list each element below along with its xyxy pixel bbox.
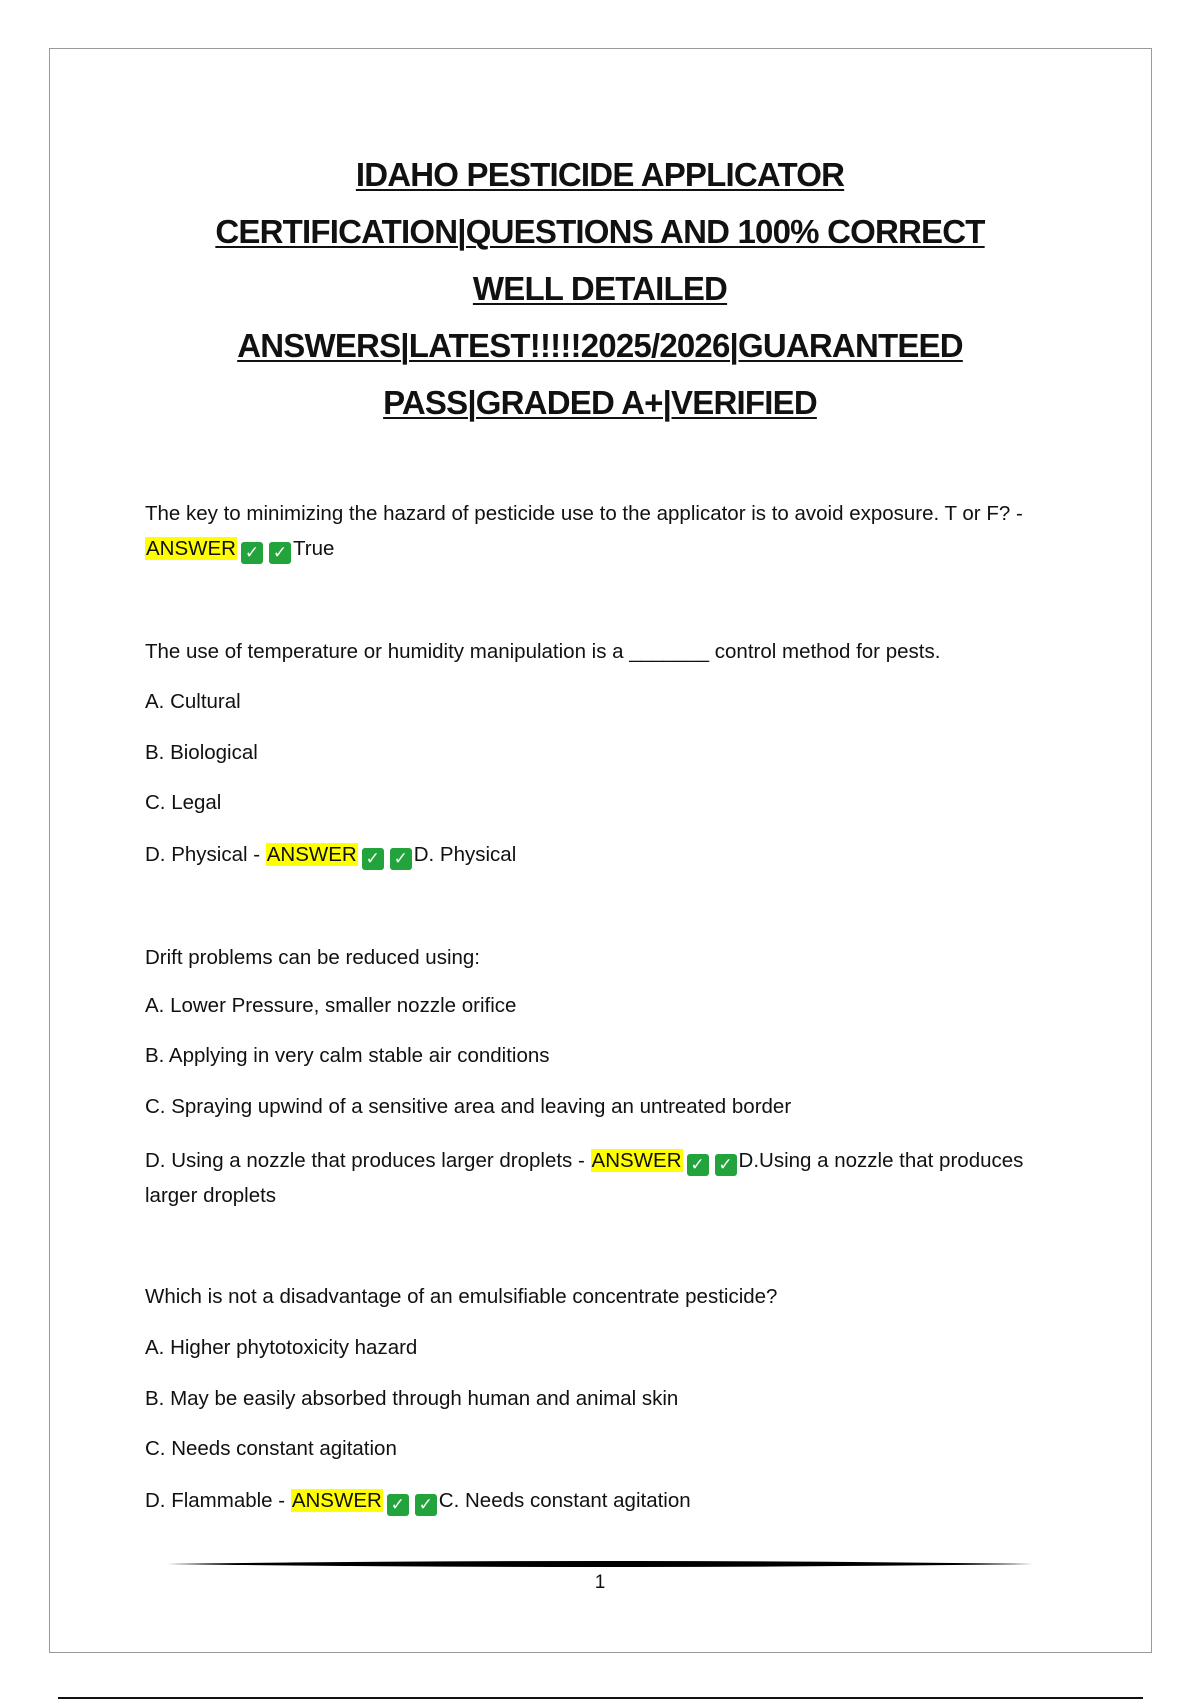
option-with-answer bbox=[145, 1483, 1065, 1518]
option-text: D. Physical - bbox=[145, 843, 266, 866]
bottom-divider bbox=[58, 1697, 1143, 1699]
question-3: Drift problems can be reduced using: bbox=[145, 946, 481, 969]
option-with-answer bbox=[145, 1143, 1065, 1213]
checkmark-icon: ✓ bbox=[387, 1494, 409, 1516]
answer-highlight: ANSWER bbox=[291, 1489, 382, 1512]
checkmark-icon: ✓ bbox=[390, 848, 412, 870]
answer-text: C. Needs constant agitation bbox=[438, 1489, 691, 1512]
option-text: D. Using a nozzle that produces larger droplets - bbox=[145, 1149, 591, 1172]
checkmark-icon: ✓ bbox=[687, 1154, 709, 1176]
answer-highlight: ANSWER bbox=[591, 1149, 682, 1172]
option: C. Needs constant agitation bbox=[145, 1437, 397, 1460]
answer-text: D. Physical bbox=[413, 843, 517, 866]
option: A. Cultural bbox=[145, 690, 241, 713]
option: A. Lower Pressure, smaller nozzle orifice bbox=[145, 994, 517, 1017]
answer-highlight: ANSWER bbox=[266, 843, 357, 866]
question-1 bbox=[145, 496, 1065, 566]
question-text: The key to minimizing the hazard of pesticide use to the applicator is to avoid exposure. T or F? - bbox=[145, 502, 1023, 525]
title-line: ANSWERS|LATEST!!!!!2025/2026|GUARANTEED bbox=[237, 327, 963, 364]
checkmark-icon: ✓ bbox=[269, 542, 291, 564]
answer-text: D.Using a nozzle that produces larger droplets bbox=[145, 1149, 1024, 1207]
title-line: PASS|GRADED A+|VERIFIED bbox=[383, 384, 817, 421]
title-line: IDAHO PESTICIDE APPLICATOR bbox=[355, 156, 845, 193]
title-line: CERTIFICATION|QUESTIONS AND 100% CORRECT bbox=[215, 213, 985, 250]
checkmark-icon: ✓ bbox=[415, 1494, 437, 1516]
page-number: 1 bbox=[594, 1572, 606, 1593]
answer-highlight: ANSWER bbox=[146, 537, 236, 560]
checkmark-icon: ✓ bbox=[362, 848, 384, 870]
option-with-answer bbox=[145, 837, 1065, 872]
option: A. Higher phytotoxicity hazard bbox=[145, 1336, 418, 1359]
title-line: WELL DETAILED bbox=[472, 270, 728, 307]
question-4: Which is not a disadvantage of an emulsifiable concentrate pesticide? bbox=[145, 1285, 778, 1308]
checkmark-icon: ✓ bbox=[715, 1154, 737, 1176]
question-2: The use of temperature or humidity manipulation is a _______ control method for pests. bbox=[145, 640, 941, 663]
option: B. Applying in very calm stable air conditions bbox=[145, 1044, 550, 1067]
option: C. Spraying upwind of a sensitive area and leaving an untreated border bbox=[145, 1095, 792, 1118]
option: B. Biological bbox=[145, 741, 258, 764]
option: C. Legal bbox=[145, 791, 222, 814]
option: B. May be easily absorbed through human and animal skin bbox=[145, 1387, 679, 1410]
checkmark-icon: ✓ bbox=[241, 542, 263, 564]
footer-divider bbox=[167, 1560, 1033, 1568]
option-text: D. Flammable - bbox=[145, 1489, 291, 1512]
document-title bbox=[60, 146, 1140, 431]
answer-text: True bbox=[292, 537, 335, 560]
